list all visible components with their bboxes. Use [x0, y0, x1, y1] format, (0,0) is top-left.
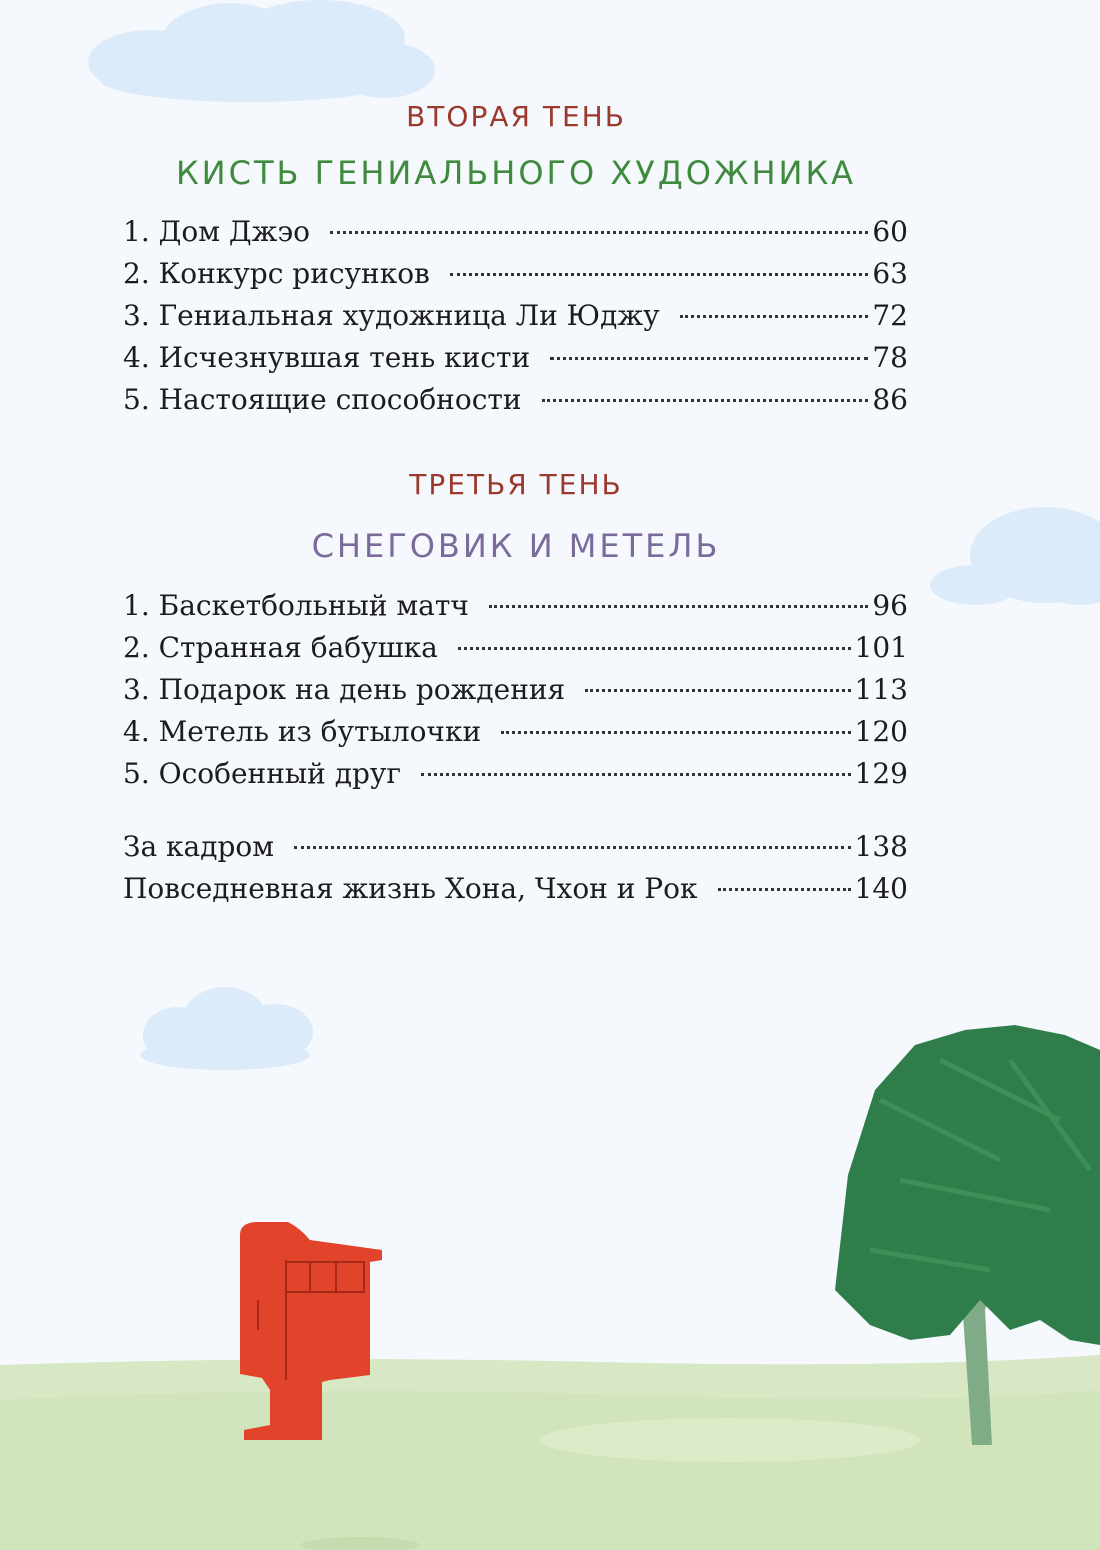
- page-number: 101: [854, 631, 908, 664]
- leader-dots: [450, 273, 869, 276]
- page-number: 138: [854, 830, 908, 863]
- page-number: 60: [872, 215, 908, 248]
- page-number: 129: [854, 757, 908, 790]
- cloud-top: [88, 0, 435, 102]
- section-title-snowman: СНЕГОВИК И МЕТЕЛЬ: [311, 527, 721, 565]
- page-number: 96: [872, 589, 908, 622]
- toc-entry[interactable]: 1. Баскетбольный матч 96: [123, 585, 908, 627]
- grass-field: [0, 1355, 1100, 1550]
- page-number: 120: [854, 715, 908, 748]
- toc-entry[interactable]: 2. Конкурс рисунков 63: [123, 253, 908, 295]
- part-label-third: ТРЕТЬЯ ТЕНЬ: [409, 468, 623, 501]
- toc-entry[interactable]: 3. Гениальная художница Ли Юджу 72: [123, 295, 908, 337]
- leader-dots: [330, 231, 868, 234]
- leader-dots: [421, 773, 851, 776]
- toc-entry[interactable]: 5. Настоящие способности 86: [123, 379, 908, 421]
- toc-entry[interactable]: Повседневная жизнь Хона, Чхон и Рок 140: [123, 868, 908, 910]
- leader-dots: [718, 888, 851, 891]
- leader-dots: [585, 689, 850, 692]
- toc-entry[interactable]: За кадром 138: [123, 826, 908, 868]
- page-number: 140: [854, 872, 908, 905]
- leader-dots: [294, 846, 851, 849]
- page-number: 86: [872, 383, 908, 416]
- section-title-brush: КИСТЬ ГЕНИАЛЬНОГО ХУДОЖНИКА: [175, 154, 857, 192]
- page-number: 72: [872, 299, 908, 332]
- toc-entry[interactable]: 2. Странная бабушка 101: [123, 627, 908, 669]
- leader-dots: [680, 315, 869, 318]
- toc-entry[interactable]: 3. Подарок на день рождения 113: [123, 669, 908, 711]
- cloud-middle: [140, 987, 313, 1070]
- leader-dots: [458, 647, 851, 650]
- leader-dots: [489, 605, 869, 608]
- toc-entry[interactable]: 4. Метель из бутылочки 120: [123, 711, 908, 753]
- page-number: 78: [872, 341, 908, 374]
- leader-dots: [542, 399, 869, 402]
- leader-dots: [550, 357, 868, 360]
- page-number: 113: [854, 673, 908, 706]
- toc-entry[interactable]: 5. Особенный друг 129: [123, 753, 908, 795]
- chapter-list-second: [123, 211, 908, 421]
- toc-entry[interactable]: 4. Исчезнувшая тень кисти 78: [123, 337, 908, 379]
- toc-entry[interactable]: 1. Дом Джэо 60: [123, 211, 908, 253]
- page-number: 63: [872, 257, 908, 290]
- extras-list: [123, 826, 908, 910]
- part-label-second: ВТОРАЯ ТЕНЬ: [406, 100, 626, 133]
- leader-dots: [501, 731, 850, 734]
- chapter-list-third: [123, 585, 908, 795]
